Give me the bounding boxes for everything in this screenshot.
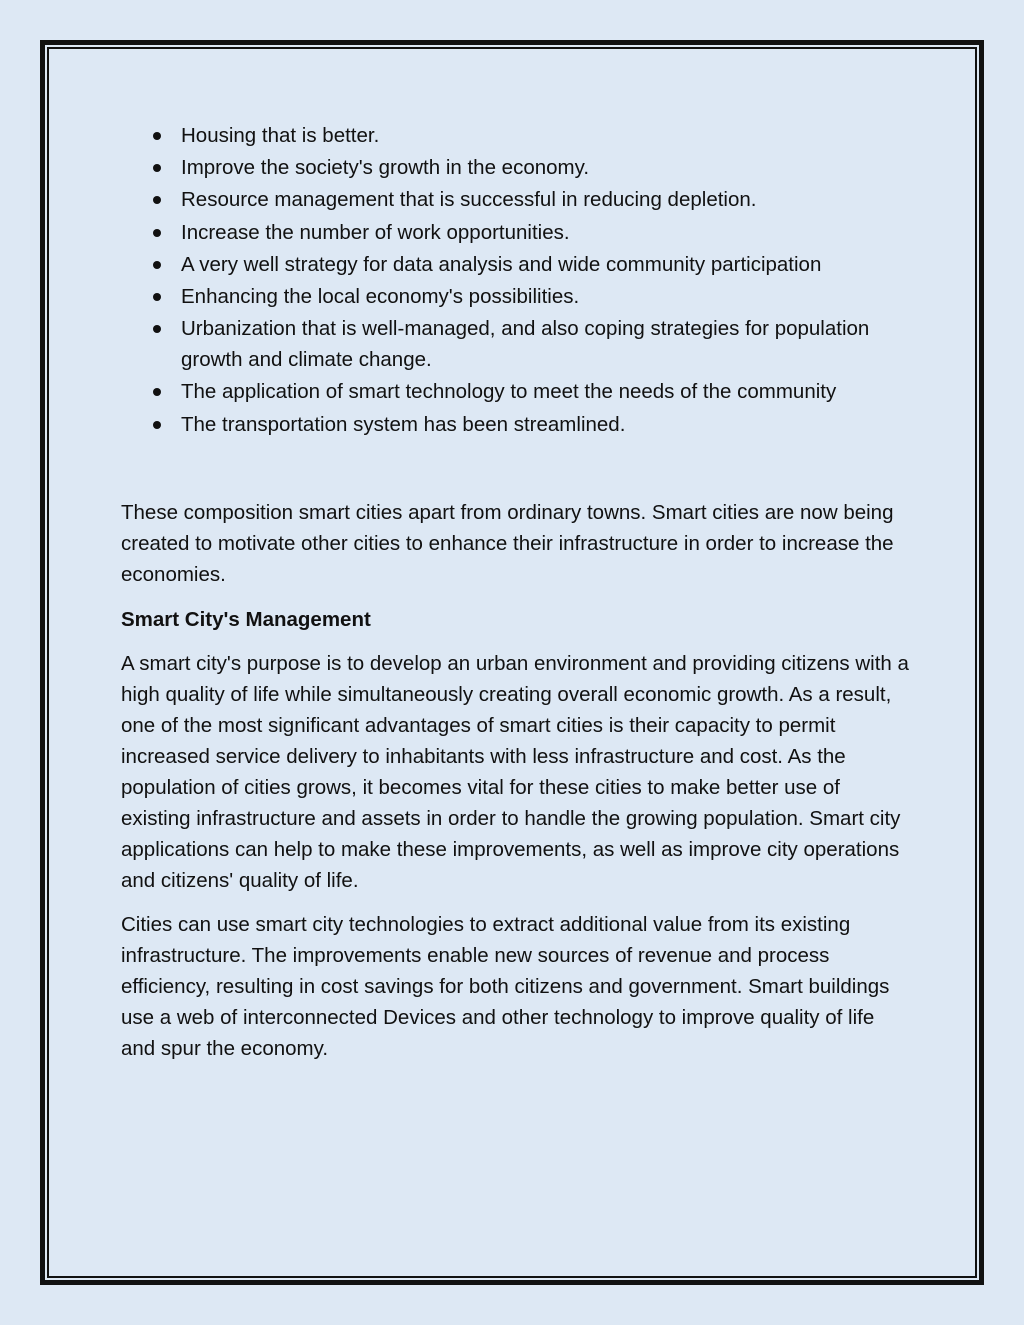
list-item [121, 152, 911, 183]
management-paragraph: A smart city's purpose is to develop an urban environment and providing citizens with a high quality of life while simultaneously creating overall economic growth. As a result, one of the most significant advantages of smart cities is their capacity to permit increased service delivery to inhabitants with less infrastructure and cost. As the population of cities grows, it becomes vital for these cities to make better use of existing infrastructure and assets in order to handle the growing population. Smart city applications can help to make these improvements, as well as improve city operations and citizens' quality of life. [121, 651, 909, 892]
list-item-text: Housing that is better. [181, 124, 380, 147]
list-item [121, 281, 911, 312]
list-item-text: Improve the society's growth in the economy. [181, 156, 590, 180]
bullet-icon [153, 293, 161, 301]
list-item-text: Urbanization that is well-managed, and also coping strategies for population growth and climate change. [181, 317, 870, 372]
bullet-icon [153, 196, 161, 204]
list-item-text: Enhancing the local economy's possibilities. [181, 284, 580, 308]
document-content [121, 120, 911, 1064]
list-item-text: The transportation system has been streamlined. [181, 412, 626, 436]
list-item [121, 120, 911, 151]
bullet-icon [153, 421, 161, 429]
bullet-icon [153, 164, 161, 172]
list-item [121, 313, 911, 375]
list-item-text: The application of smart technology to meet the needs of the community [181, 380, 837, 404]
benefits-list [121, 120, 911, 440]
intro-paragraph: These composition smart cities apart from ordinary towns. Smart cities are now being created to motivate other cities to enhance their infrastructure in order to increase the economies. [121, 500, 894, 586]
list-item [121, 249, 911, 280]
list-item-text: A very well strategy for data analysis and wide community participation [181, 252, 822, 276]
list-item-text: Resource management that is successful in reducing depletion. [181, 188, 757, 212]
bullet-icon [153, 132, 161, 140]
bullet-icon [153, 388, 161, 396]
bullet-icon [153, 229, 161, 237]
list-item-text: Increase the number of work opportunities. [181, 220, 570, 244]
technology-paragraph: Cities can use smart city technologies to extract additional value from its existing infrastructure. The improvements enable new sources of revenue and process efficiency, resulting in cost savings for both citizens and government. Smart buildings use a web of interconnected Devices and other technology to improve quality of life and spur the economy. [121, 912, 890, 1060]
list-item [121, 184, 911, 215]
bullet-icon [153, 261, 161, 269]
list-item [121, 217, 911, 248]
section-heading: Smart City's Management [121, 607, 371, 631]
list-item [121, 376, 911, 407]
bullet-icon [153, 325, 161, 333]
list-item [121, 409, 911, 440]
